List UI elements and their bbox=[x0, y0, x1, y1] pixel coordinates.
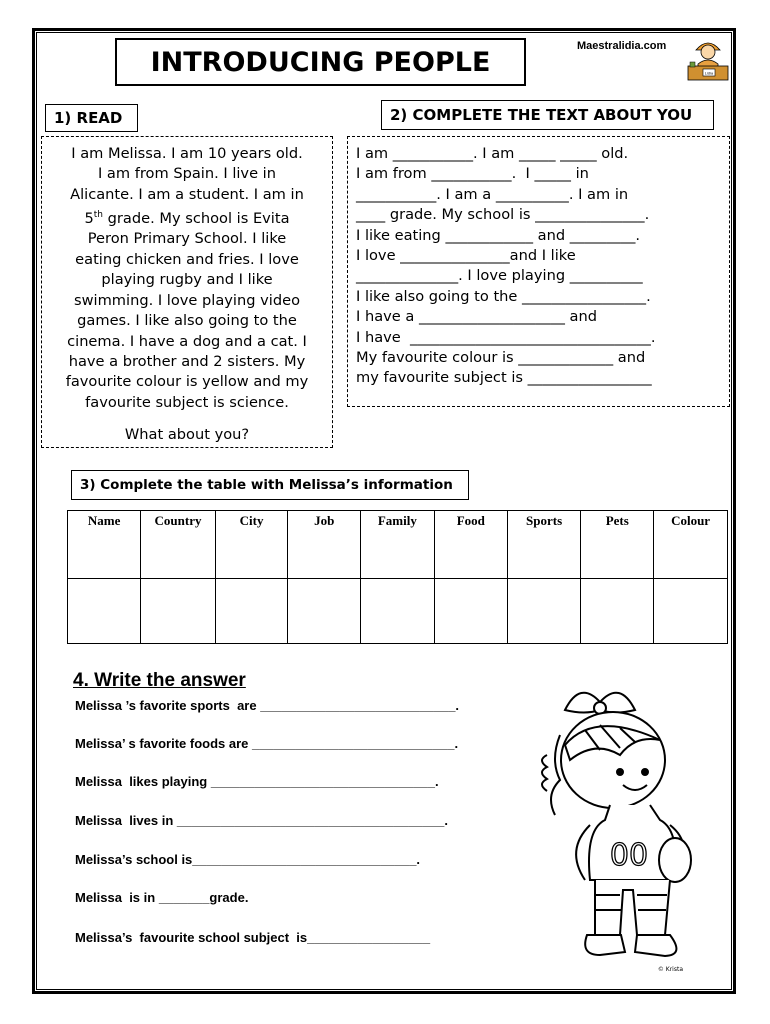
complete-line[interactable]: I am ___________. I am _____ _____ old. bbox=[356, 145, 629, 162]
table-section-label-text: 3) Complete the table with Melissa’s information bbox=[80, 477, 453, 493]
complete-line[interactable]: ____ grade. My school is _______________. bbox=[356, 206, 650, 224]
header-country: Country bbox=[141, 511, 215, 579]
read-line: I am Melissa. I am 10 years old. bbox=[71, 145, 303, 162]
answer-cell-name[interactable] bbox=[68, 579, 141, 644]
complete-section-label bbox=[381, 100, 714, 130]
write-line-foods[interactable]: Melissa’ s favorite foods are ____________________________. bbox=[75, 736, 459, 751]
answer-cell-food[interactable] bbox=[434, 579, 507, 644]
answer-cell-job[interactable] bbox=[288, 579, 361, 644]
read-section-label bbox=[45, 104, 138, 132]
page-title-text: INTRODUCING PEOPLE bbox=[150, 46, 491, 78]
teacher-logo-icon bbox=[684, 34, 732, 82]
illustration-credit: © Krista bbox=[657, 966, 683, 973]
table-answer-row bbox=[68, 579, 728, 644]
read-line: I am from Spain. I live in bbox=[97, 165, 276, 183]
write-line-sports[interactable]: Melissa ’s favorite sports are ___________________________. bbox=[75, 698, 460, 713]
read-section-label-text: 1) READ bbox=[54, 109, 123, 127]
header-city: City bbox=[215, 511, 288, 579]
read-line: games. I like also going to the bbox=[77, 312, 297, 330]
complete-section-label-text: 2) COMPLETE THE TEXT ABOUT YOU bbox=[390, 106, 693, 124]
complete-line[interactable]: I like also going to the _________________. bbox=[356, 287, 651, 305]
table-header-row bbox=[68, 511, 728, 579]
complete-line[interactable]: I love _______________and I like bbox=[356, 247, 576, 265]
header-food: Food bbox=[434, 511, 507, 579]
read-question: What about you? bbox=[124, 426, 250, 444]
table-section-label bbox=[71, 470, 469, 500]
complete-line[interactable]: I have _________________________________. bbox=[356, 328, 656, 346]
grade-suffix: th bbox=[93, 210, 103, 221]
girl-illustration bbox=[525, 680, 700, 975]
complete-line[interactable]: ______________. I love playing __________ bbox=[356, 267, 643, 285]
melissa-info-table bbox=[67, 510, 728, 644]
answer-cell-city[interactable] bbox=[215, 579, 288, 644]
complete-line[interactable]: I have a ____________________ and bbox=[356, 308, 598, 326]
jersey-number: 00 bbox=[609, 838, 649, 873]
read-passage bbox=[48, 144, 326, 446]
header-name: Name bbox=[68, 511, 141, 579]
grade-number: 5 bbox=[84, 210, 94, 228]
read-line: swimming. I love playing video bbox=[73, 291, 301, 309]
answer-cell-family[interactable] bbox=[360, 579, 434, 644]
complete-line[interactable]: My favourite colour is _____________ and bbox=[356, 349, 646, 367]
read-line: have a brother and 2 sisters. My bbox=[68, 352, 306, 370]
complete-line[interactable]: my favourite subject is _________________ bbox=[356, 369, 652, 387]
answer-cell-colour[interactable] bbox=[654, 579, 728, 644]
read-line: Peron Primary School. I like bbox=[87, 230, 287, 248]
write-line-school[interactable]: Melissa’s school is_______________________________. bbox=[75, 852, 421, 867]
read-line: grade. My school is Evita bbox=[107, 210, 290, 228]
complete-passage bbox=[356, 144, 726, 389]
write-line-subject[interactable]: Melissa’s favourite school subject is_________________ bbox=[75, 930, 431, 945]
read-line-grade bbox=[48, 205, 326, 229]
read-line: eating chicken and fries. I love bbox=[75, 250, 299, 268]
read-line: favourite subject is science. bbox=[85, 393, 289, 411]
site-name: Maestralidia.com bbox=[577, 40, 667, 52]
header-pets: Pets bbox=[581, 511, 654, 579]
complete-line[interactable]: I am from ___________. I _____ in bbox=[356, 165, 589, 183]
write-line-grade[interactable]: Melissa is in _______grade. bbox=[75, 890, 249, 905]
write-line-lives[interactable]: Melissa lives in _____________________________________. bbox=[75, 813, 449, 828]
read-line: favourite colour is yellow and my bbox=[65, 373, 309, 391]
header-colour: Colour bbox=[654, 511, 728, 579]
header-job: Job bbox=[288, 511, 361, 579]
page-title bbox=[115, 38, 526, 86]
write-section-title: 4. Write the answer bbox=[73, 670, 246, 691]
answer-cell-country[interactable] bbox=[141, 579, 215, 644]
answer-cell-pets[interactable] bbox=[581, 579, 654, 644]
complete-line[interactable]: I like eating ____________ and _________. bbox=[356, 226, 641, 244]
read-line: Alicante. I am a student. I am in bbox=[70, 185, 304, 203]
header-sports: Sports bbox=[507, 511, 581, 579]
logo-sign-text: Lidia bbox=[704, 71, 714, 76]
complete-line[interactable]: ___________. I am a __________. I am in bbox=[356, 185, 629, 203]
header-family: Family bbox=[360, 511, 434, 579]
answer-cell-sports[interactable] bbox=[507, 579, 581, 644]
write-line-playing[interactable]: Melissa likes playing _______________________________. bbox=[75, 774, 439, 789]
read-line: playing rugby and I like bbox=[101, 271, 273, 289]
read-line: cinema. I have a dog and a cat. I bbox=[67, 332, 307, 350]
